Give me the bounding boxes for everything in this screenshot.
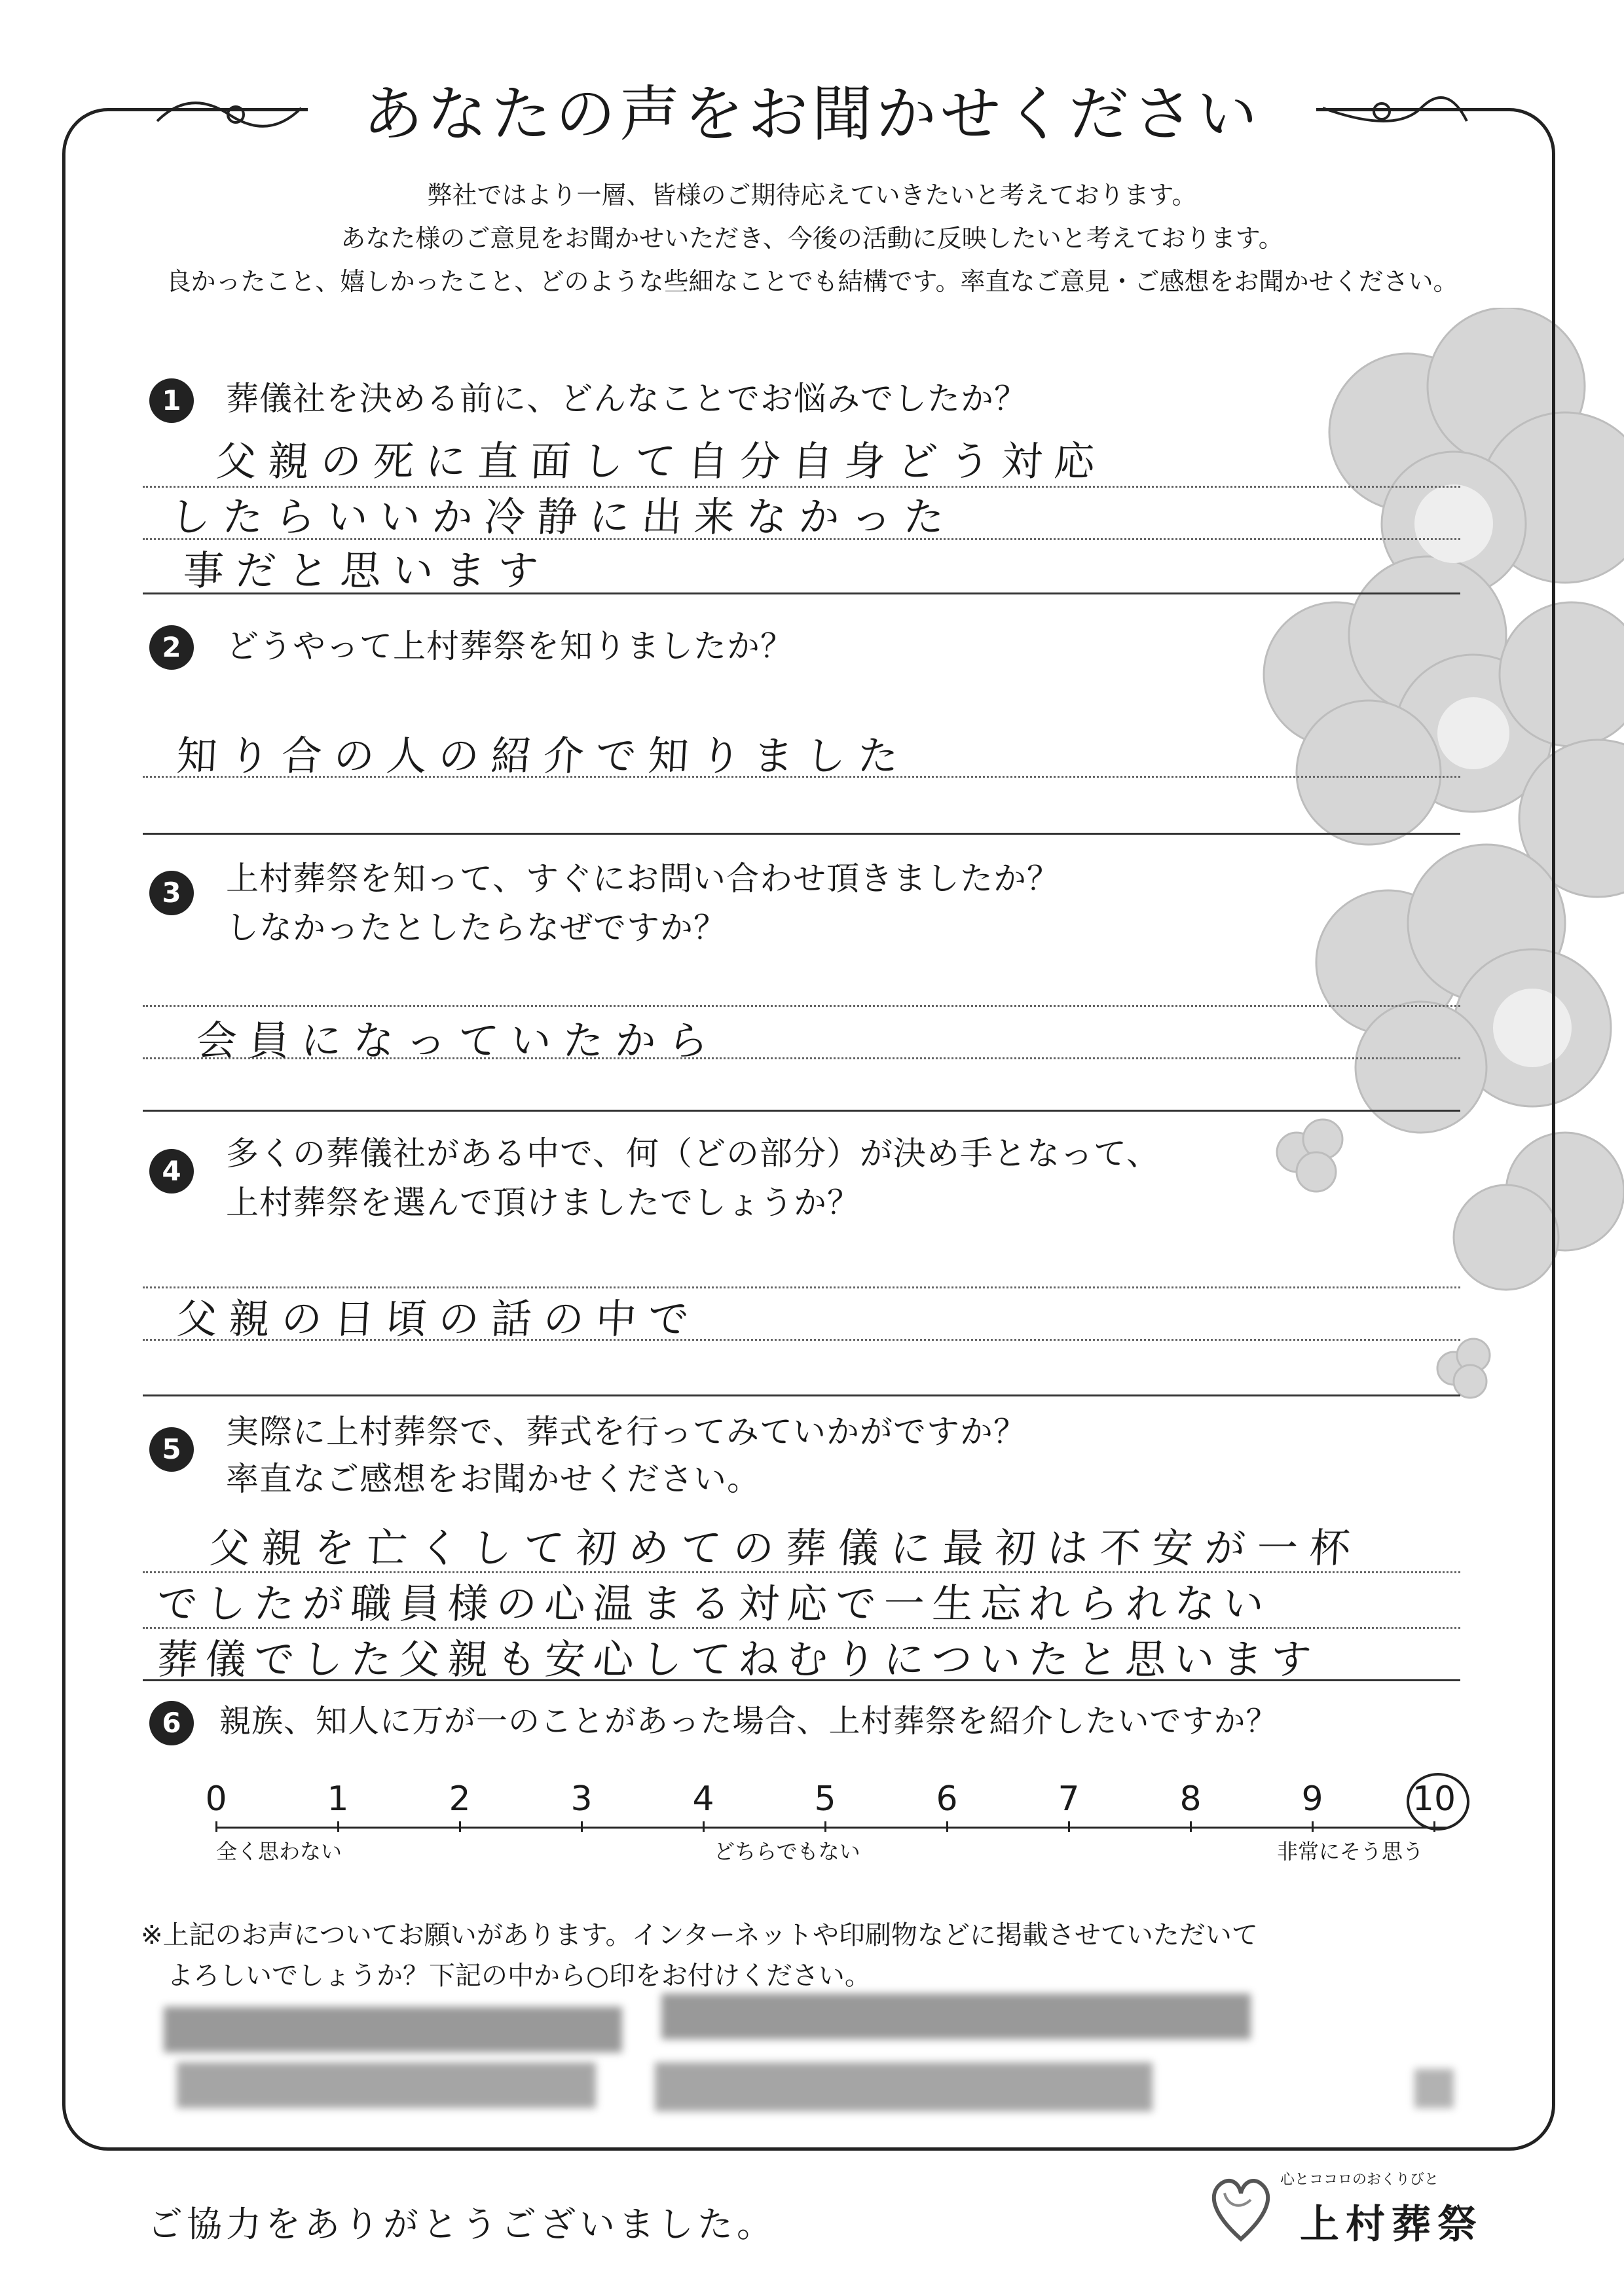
scale-tick — [1312, 1821, 1314, 1832]
note-line: よろしいでしょうか？下記の中から○印をお付けください。 — [141, 1961, 871, 1991]
rating-option-6[interactable]: 6 — [936, 1779, 958, 1819]
handwritten-answer: 父親を亡くして初めての葬儀に最初は不安が一杯 — [208, 1524, 1363, 1572]
rating-option-4[interactable]: 4 — [692, 1779, 714, 1819]
note-line: ※上記のお声についてお願いがあります。インターネットや印刷物などに掲載させていただいて — [141, 1920, 1258, 1950]
question-number-badge: 1 — [149, 378, 194, 423]
intro-line: あなた様のご意見をお聞かせいただき、今後の活動に反映したいと考えております。 — [341, 224, 1283, 253]
section-divider — [143, 1394, 1460, 1396]
rating-option-10[interactable]: 10 — [1412, 1779, 1456, 1819]
rating-option-0[interactable]: 0 — [205, 1779, 227, 1819]
redacted-option — [177, 2062, 596, 2108]
question-4-text-line2: 上村葬祭を選んで頂けましたでしょうか？ — [226, 1184, 860, 1222]
scale-high-label: 非常にそう思う — [1277, 1839, 1424, 1864]
scale-tick — [824, 1821, 826, 1832]
question-number-badge: 5 — [149, 1427, 194, 1472]
intro-text — [85, 173, 1539, 303]
redacted-option — [655, 2062, 1153, 2111]
redacted-option — [164, 2007, 622, 2052]
handwritten-answer: したらいいか冷静に出来なかった — [168, 493, 957, 541]
answer-line — [143, 1005, 1460, 1007]
question-3-text: 上村葬祭を知って、すぐにお問い合わせ頂きましたか？ — [226, 860, 1060, 898]
rating-scale-line — [216, 1827, 1447, 1829]
left-flourish-ornament — [151, 82, 308, 147]
handwritten-answer: 事だと思います — [181, 547, 551, 594]
question-number-badge: 6 — [149, 1701, 194, 1745]
rating-option-9[interactable]: 9 — [1301, 1779, 1323, 1819]
rating-option-8[interactable]: 8 — [1179, 1779, 1202, 1819]
scale-tick — [581, 1821, 583, 1832]
redacted-option — [661, 1994, 1251, 2039]
redacted-option — [1414, 2069, 1454, 2108]
right-flourish-ornament — [1316, 82, 1473, 147]
scale-tick — [946, 1821, 948, 1832]
selected-rating-circle — [1407, 1773, 1469, 1831]
heart-logo-icon — [1205, 2167, 1277, 2246]
rating-option-2[interactable]: 2 — [449, 1779, 471, 1819]
page-title: あなたの声をお聞かせください — [362, 79, 1261, 149]
question-number-badge: 2 — [149, 625, 194, 670]
logo-tagline: 心とココロのおくりびと — [1280, 2172, 1439, 2188]
scale-low-label: 全く思わない — [216, 1839, 342, 1864]
question-3-text-line2: しなかったとしたらなぜですか？ — [226, 909, 727, 947]
question-5-text-line2: 率直なご感想をお聞かせください。 — [226, 1460, 760, 1498]
rating-option-1[interactable]: 1 — [327, 1779, 349, 1819]
logo-company-name: 上村葬祭 — [1300, 2202, 1483, 2248]
section-divider — [143, 833, 1460, 835]
handwritten-answer: 会員になっていたから — [194, 1017, 722, 1065]
scale-tick — [459, 1821, 461, 1832]
scale-tick — [337, 1821, 339, 1832]
closing-message: ご協力をありがとうございました。 — [147, 2204, 776, 2245]
intro-line: 良かったこと、嬉しかったこと、どのような些細なことでも結構です。率直なご意見・ご感想をお聞かせください。 — [166, 267, 1458, 296]
rating-option-3[interactable]: 3 — [570, 1779, 593, 1819]
scale-tick — [215, 1821, 217, 1832]
handwritten-answer: でしたが職員様の心温まる対応で一生忘れられない — [155, 1580, 1273, 1628]
section-divider — [143, 1110, 1460, 1112]
handwritten-answer: 父親の死に直面して自分自身どう対応 — [214, 437, 1108, 485]
handwritten-answer: 知り合の人の紹介で知りました — [175, 732, 912, 780]
scale-tick — [1190, 1821, 1192, 1832]
question-6-text: 親族、知人に万が一のことがあった場合、上村葬祭を紹介したいですか？ — [219, 1703, 1278, 1740]
scale-tick — [1068, 1821, 1070, 1832]
handwritten-answer: 葬儀でした父親も安心してねむりについたと思います — [155, 1635, 1321, 1683]
question-5-text: 実際に上村葬祭で、葬式を行ってみていかがですか？ — [226, 1413, 1027, 1451]
publication-consent-note — [141, 1915, 1258, 1996]
scale-mid-label: どちらでもない — [714, 1839, 860, 1864]
intro-line: 弊社ではより一層、皆様のご期待応えていきたいと考えております。 — [427, 181, 1197, 210]
question-number-badge: 3 — [149, 871, 194, 915]
question-2-text: どうやって上村葬祭を知りましたか？ — [226, 627, 794, 665]
rating-option-5[interactable]: 5 — [814, 1779, 836, 1819]
rating-option-7[interactable]: 7 — [1058, 1779, 1080, 1819]
question-4-text: 多くの葬儀社がある中で、何（どの部分）が決め手となって、 — [226, 1135, 1160, 1173]
question-number-badge: 4 — [149, 1149, 194, 1194]
scale-tick — [703, 1821, 705, 1832]
question-1-text: 葬儀社を決める前に、どんなことでお悩みでしたか？ — [226, 380, 1027, 418]
handwritten-answer: 父親の日頃の話の中で — [175, 1295, 702, 1343]
